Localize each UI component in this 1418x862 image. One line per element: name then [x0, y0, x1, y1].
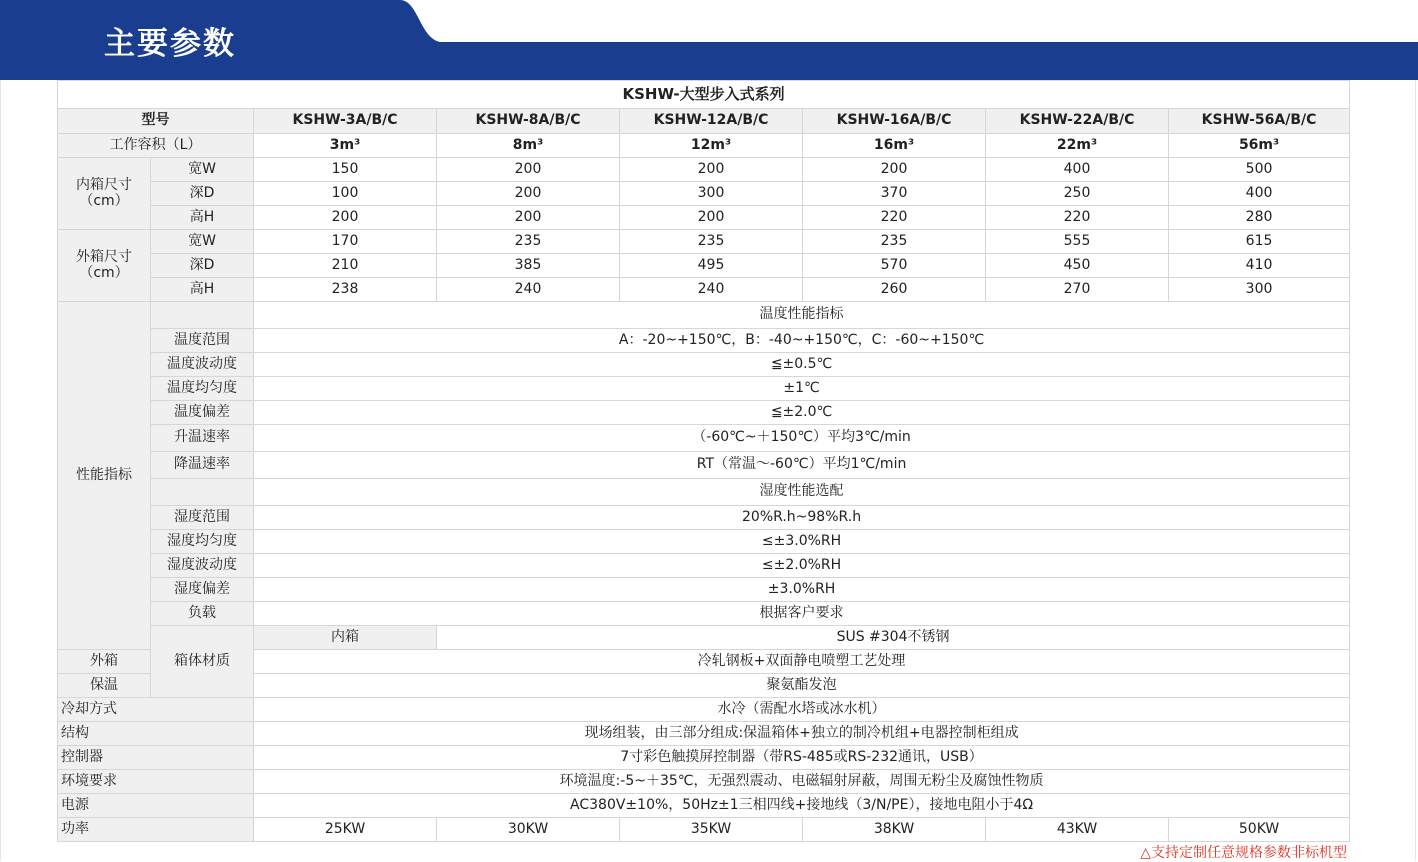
power-cell: 50KW	[1169, 818, 1350, 842]
dim-cell: 270	[986, 278, 1169, 302]
outer-row	[58, 254, 1350, 278]
performance-row	[58, 401, 1350, 425]
series-title: KSHW-大型步入式系列	[58, 81, 1350, 109]
perf-value: ±1℃	[254, 377, 1350, 401]
misc-row	[58, 698, 1350, 722]
dim-cell: 235	[803, 230, 986, 254]
model-label: 型号	[58, 109, 254, 134]
page-title: 主要参数	[104, 26, 236, 62]
blank-cell	[151, 479, 254, 506]
perf-value: ±3.0%RH	[254, 578, 1350, 602]
dim-cell: 300	[620, 182, 803, 206]
dim-cell: 200	[254, 206, 437, 230]
dim-cell: 240	[437, 278, 620, 302]
blank-cell	[151, 302, 254, 329]
dim-cell: 200	[437, 206, 620, 230]
dim-cell: 238	[254, 278, 437, 302]
power-cell: 25KW	[254, 818, 437, 842]
dim-cell: 220	[986, 206, 1169, 230]
volume-cell: 16m³	[803, 134, 986, 158]
dim-label: 宽W	[151, 230, 254, 254]
performance-row	[58, 425, 1350, 452]
performance-row	[58, 353, 1350, 377]
perf-label: 负载	[151, 602, 254, 626]
performance-row	[58, 602, 1350, 626]
spec-table	[57, 80, 1350, 842]
volume-cell: 22m³	[986, 134, 1169, 158]
material-item-label: 保温	[58, 674, 151, 698]
perf-label: 温度偏差	[151, 401, 254, 425]
dim-cell: 615	[1169, 230, 1350, 254]
misc-value: AC380V±10%，50Hz±1三相四线+接地线（3/N/PE），接地电阻小于4Ω	[254, 794, 1350, 818]
dim-cell: 200	[620, 206, 803, 230]
model-cell: KSHW-22A/B/C	[986, 109, 1169, 134]
performance-row	[58, 578, 1350, 602]
performance-row	[58, 302, 1350, 329]
dim-label: 深D	[151, 182, 254, 206]
perf-value: 20%R.h~98%R.h	[254, 506, 1350, 530]
volume-cell: 12m³	[620, 134, 803, 158]
perf-value: ≤±2.0%RH	[254, 554, 1350, 578]
power-label: 功率	[58, 818, 254, 842]
outer-row	[58, 278, 1350, 302]
performance-row	[58, 506, 1350, 530]
model-cell: KSHW-12A/B/C	[620, 109, 803, 134]
misc-label: 冷却方式	[58, 698, 254, 722]
misc-row	[58, 794, 1350, 818]
inner-label-line1: 内箱尺寸	[76, 177, 132, 194]
dim-cell: 200	[437, 182, 620, 206]
misc-value: 水冷（需配水塔或冰水机）	[254, 698, 1350, 722]
performance-row	[58, 329, 1350, 353]
material-row	[58, 626, 1350, 650]
perf-value: ≦±2.0℃	[254, 401, 1350, 425]
dim-cell: 200	[803, 158, 986, 182]
material-item-label: 内箱	[254, 626, 437, 650]
inner-label-line2: （cm）	[79, 192, 129, 209]
dim-cell: 400	[1169, 182, 1350, 206]
inner-row	[58, 158, 1350, 182]
material-value: SUS #304不锈钢	[437, 626, 1350, 650]
dim-cell: 450	[986, 254, 1169, 278]
model-row	[58, 109, 1350, 134]
dim-cell: 410	[1169, 254, 1350, 278]
dim-cell: 150	[254, 158, 437, 182]
custom-spec-note: △支持定制任意规格参数非标机型	[1140, 845, 1347, 861]
outer-dimension-label	[58, 230, 151, 302]
inner-dimension-label	[58, 158, 151, 230]
dim-cell: 235	[437, 230, 620, 254]
dim-label: 高H	[151, 278, 254, 302]
performance-row	[58, 479, 1350, 506]
dim-label: 高H	[151, 206, 254, 230]
performance-row	[58, 554, 1350, 578]
model-cell: KSHW-16A/B/C	[803, 109, 986, 134]
volume-cell: 8m³	[437, 134, 620, 158]
perf-value: A：-20~+150℃，B：-40~+150℃，C：-60~+150℃	[254, 329, 1350, 353]
performance-label: 性能指标	[58, 302, 151, 650]
misc-value: 环境温度:-5~＋35℃，无强烈震动、电磁辐射屏蔽，周围无粉尘及腐蚀性物质	[254, 770, 1350, 794]
perf-label: 温度范围	[151, 329, 254, 353]
material-label: 箱体材质	[151, 626, 254, 698]
dim-cell: 300	[1169, 278, 1350, 302]
model-cell: KSHW-3A/B/C	[254, 109, 437, 134]
perf-value: RT（常温～-60℃）平均1℃/min	[254, 452, 1350, 479]
dim-cell: 570	[803, 254, 986, 278]
dim-cell: 385	[437, 254, 620, 278]
perf-value: ≤±3.0%RH	[254, 530, 1350, 554]
dim-cell: 100	[254, 182, 437, 206]
volume-row	[58, 134, 1350, 158]
perf-value: ≦±0.5℃	[254, 353, 1350, 377]
misc-value: 7寸彩色触摸屏控制器（带RS-485或RS-232通讯，USB）	[254, 746, 1350, 770]
dim-label: 深D	[151, 254, 254, 278]
perf-value: （-60℃~＋150℃）平均3℃/min	[254, 425, 1350, 452]
perf-label: 湿度波动度	[151, 554, 254, 578]
performance-row	[58, 452, 1350, 479]
outer-label-line1: 外箱尺寸	[76, 249, 132, 266]
perf-label: 升温速率	[151, 425, 254, 452]
outer-label-line2: （cm）	[79, 264, 129, 281]
temp-section-header: 温度性能指标	[254, 302, 1350, 329]
dim-cell: 555	[986, 230, 1169, 254]
misc-label: 环境要求	[58, 770, 254, 794]
perf-label: 温度波动度	[151, 353, 254, 377]
performance-row	[58, 377, 1350, 401]
misc-label: 控制器	[58, 746, 254, 770]
volume-cell: 56m³	[1169, 134, 1350, 158]
perf-label: 湿度范围	[151, 506, 254, 530]
material-value: 聚氨酯发泡	[254, 674, 1350, 698]
dim-label: 宽W	[151, 158, 254, 182]
model-cell: KSHW-56A/B/C	[1169, 109, 1350, 134]
perf-label: 湿度偏差	[151, 578, 254, 602]
misc-label: 电源	[58, 794, 254, 818]
inner-row	[58, 206, 1350, 230]
dim-cell: 220	[803, 206, 986, 230]
outer-row	[58, 230, 1350, 254]
material-item-label: 外箱	[58, 650, 151, 674]
misc-row	[58, 746, 1350, 770]
power-cell: 35KW	[620, 818, 803, 842]
dim-cell: 210	[254, 254, 437, 278]
dim-cell: 240	[620, 278, 803, 302]
dim-cell: 280	[1169, 206, 1350, 230]
dim-cell: 260	[803, 278, 986, 302]
power-cell: 43KW	[986, 818, 1169, 842]
perf-label: 温度均匀度	[151, 377, 254, 401]
dim-cell: 400	[986, 158, 1169, 182]
volume-cell: 3m³	[254, 134, 437, 158]
misc-label: 结构	[58, 722, 254, 746]
power-cell: 30KW	[437, 818, 620, 842]
misc-row	[58, 722, 1350, 746]
inner-row	[58, 182, 1350, 206]
dim-cell: 170	[254, 230, 437, 254]
misc-row	[58, 770, 1350, 794]
dim-cell: 495	[620, 254, 803, 278]
dim-cell: 235	[620, 230, 803, 254]
dim-cell: 200	[620, 158, 803, 182]
dim-cell: 250	[986, 182, 1169, 206]
misc-value: 现场组装，由三部分组成:保温箱体+独立的制冷机组+电器控制柜组成	[254, 722, 1350, 746]
perf-label: 湿度均匀度	[151, 530, 254, 554]
dim-cell: 200	[437, 158, 620, 182]
volume-label: 工作容积（L）	[58, 134, 254, 158]
performance-row	[58, 530, 1350, 554]
power-cell: 38KW	[803, 818, 986, 842]
dim-cell: 370	[803, 182, 986, 206]
perf-label: 降温速率	[151, 452, 254, 479]
table-title-row	[58, 81, 1350, 109]
dim-cell: 500	[1169, 158, 1350, 182]
header-banner	[0, 0, 1418, 80]
perf-value: 根据客户要求	[254, 602, 1350, 626]
humidity-section-header: 湿度性能选配	[254, 479, 1350, 506]
material-value: 冷轧钢板+双面静电喷塑工艺处理	[254, 650, 1350, 674]
power-row	[58, 818, 1350, 842]
model-cell: KSHW-8A/B/C	[437, 109, 620, 134]
